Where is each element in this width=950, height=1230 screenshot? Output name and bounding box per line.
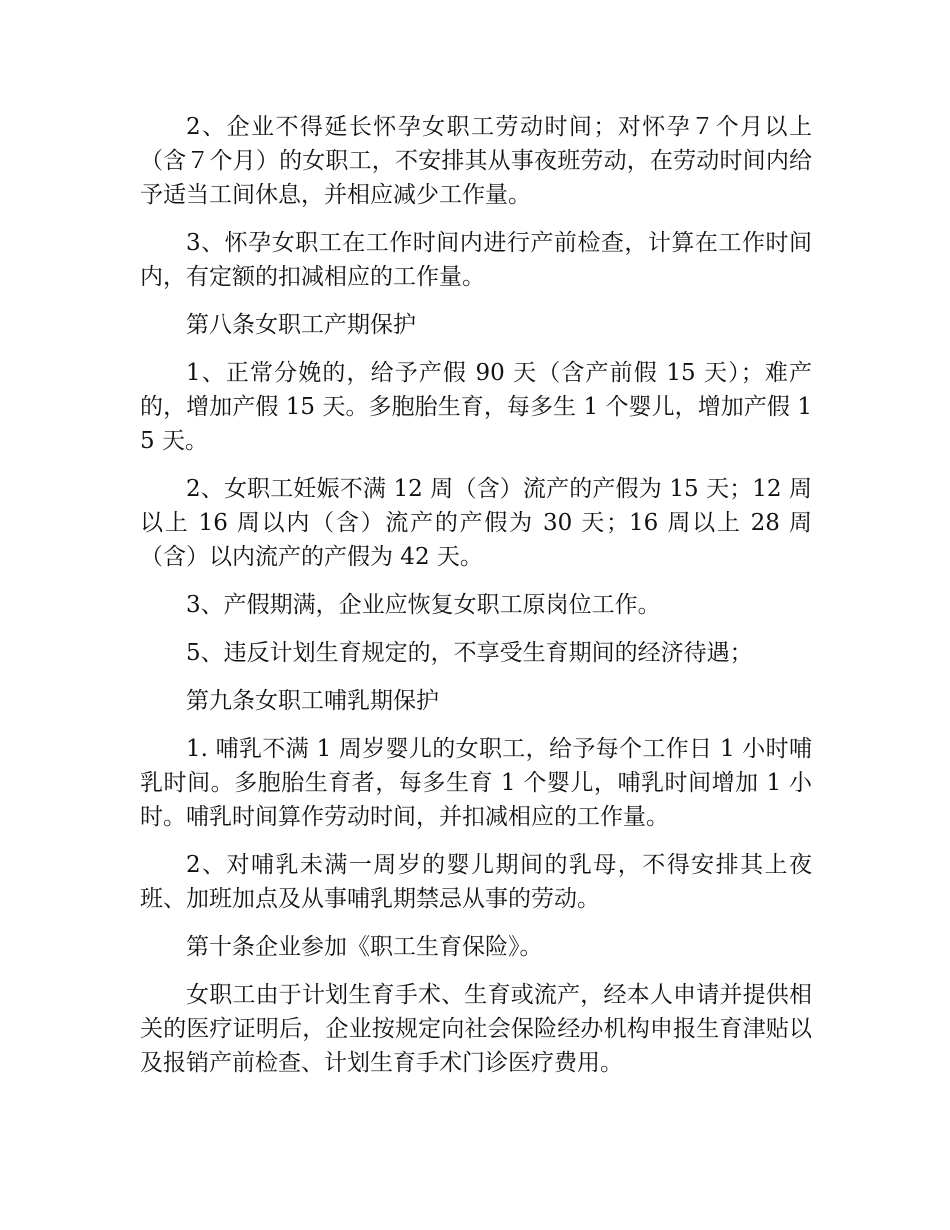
heading-article-9: 第九条女职工哺乳期保护 xyxy=(186,688,439,714)
paragraph-miscarriage-leave: 2、女职工妊娠不满 12 周（含）流产的产假为 15 天；12 周以上 16 周以内（含）流产的产假为 30 天；16 周以上 28 周（含）以内流产的产假为 42 天。 xyxy=(140,476,812,570)
heading-article-8: 第八条女职工产期保护 xyxy=(186,312,416,338)
paragraph-family-planning-violation: 5、违反计划生育规定的，不享受生育期间的经济待遇； xyxy=(186,640,753,666)
paragraph-nursing-restrictions: 2、对哺乳未满一周岁的婴儿期间的乳母，不得安排其上夜班、加班加点及从事哺乳期禁忌从事的劳动。 xyxy=(140,852,812,912)
paragraph-prenatal-checkup: 3、怀孕女职工在工作时间内进行产前检查，计算在工作时间内，有定额的扣减相应的工作量。 xyxy=(140,230,812,290)
heading-article-10: 第十条企业参加《职工生育保险》。 xyxy=(186,934,543,960)
paragraph-pregnancy-hours: 2、企业不得延长怀孕女职工劳动时间；对怀孕７个月以上（含７个月）的女职工，不安排其从事夜班劳动，在劳动时间内给予适当工间休息，并相应减少工作量。 xyxy=(140,114,812,208)
paragraph-nursing-time: 1. 哺乳不满 1 周岁婴儿的女职工，给予每个工作日 1 小时哺乳时间。多胞胎生育者，每多生育 1 个婴儿，哺乳时间增加 1 小时。哺乳时间算作劳动时间，并扣减相应的工作量。 xyxy=(140,736,812,830)
paragraph-maternity-insurance: 女职工由于计划生育手术、生育或流产，经本人申请并提供相关的医疗证明后，企业按规定向社会保险经办机构申报生育津贴以及报销产前检查、计划生育手术门诊医疗费用。 xyxy=(140,982,812,1076)
paragraph-maternity-leave: 1、正常分娩的，给予产假 90 天（含产前假 15 天）；难产的，增加产假 15 天。多胞胎生育，每多生 1 个婴儿，增加产假 15 天。 xyxy=(140,360,812,454)
paragraph-return-to-post: 3、产假期满，企业应恢复女职工原岗位工作。 xyxy=(186,592,661,618)
document-body xyxy=(140,110,812,1094)
